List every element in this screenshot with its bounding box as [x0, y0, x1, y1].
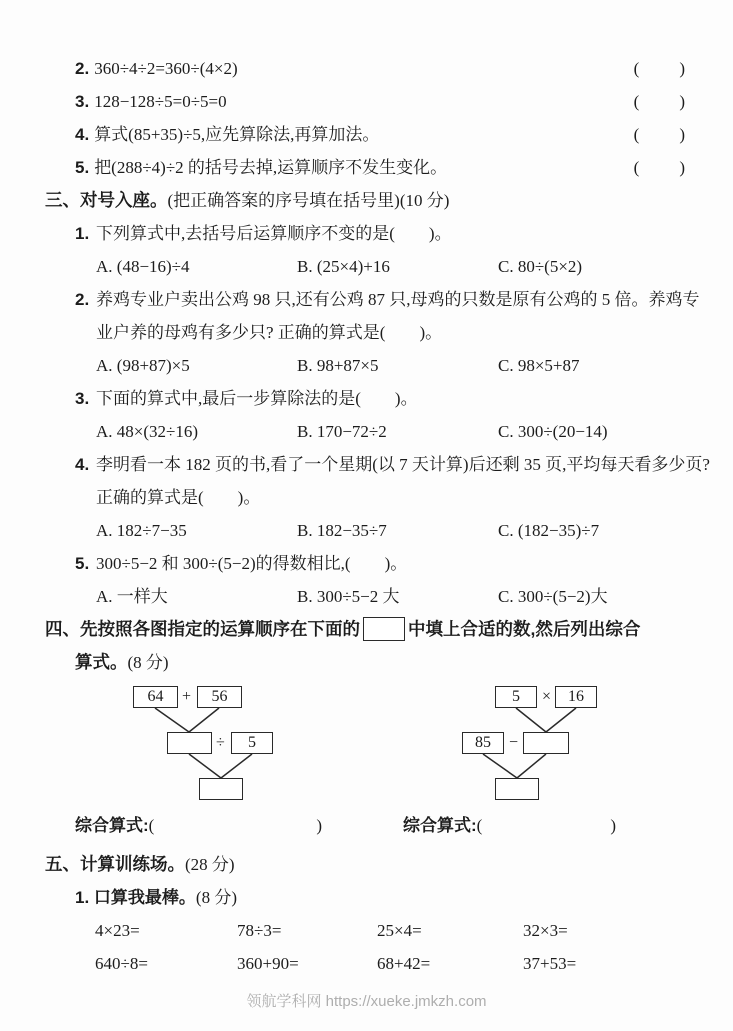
- options-row: [75, 580, 712, 613]
- formula-label: 综合算式:: [403, 816, 477, 835]
- close-paren: ): [610, 816, 617, 835]
- question-text: 下面的算式中,最后一步算除法的是( )。: [96, 389, 418, 408]
- options-row: [75, 415, 712, 448]
- option-a: A. 一样大: [96, 587, 168, 606]
- option-c: C. 300÷(20−14): [498, 422, 608, 441]
- question: [75, 448, 712, 514]
- section-title-part3: 算式。: [75, 652, 128, 672]
- subsection-title: 1. 口算我最棒。: [75, 888, 196, 907]
- oral-calc-row: [95, 914, 733, 947]
- option-a: A. 182÷7−35: [96, 521, 187, 540]
- question-number: 3.: [75, 389, 90, 408]
- judge-item: [0, 118, 733, 151]
- section-title-part2: 中填上合适的数,然后列出综合: [408, 619, 641, 639]
- section-heading: [0, 184, 733, 217]
- minus-operator: −: [509, 734, 519, 751]
- item-text: 把(288÷4)÷2 的括号去掉,运算顺序不发生变化。: [94, 158, 448, 177]
- subsection-score: (8 分): [195, 888, 237, 907]
- question: [75, 217, 712, 250]
- section-heading: [0, 613, 733, 646]
- question: [75, 547, 712, 580]
- fill-section: [0, 613, 733, 842]
- option-c: C. 80÷(5×2): [498, 257, 583, 276]
- calc-expression: 68+42=: [377, 954, 431, 973]
- calc-expression: 25×4=: [377, 921, 422, 940]
- diagram-empty-box: [523, 732, 569, 754]
- option-a: A. (98+87)×5: [96, 356, 190, 375]
- diagram-value-box: 85: [462, 732, 504, 754]
- option-b: B. 98+87×5: [297, 356, 379, 375]
- question-text: 300÷5−2 和 300÷(5−2)的得数相比,( )。: [96, 554, 408, 573]
- options-row: [75, 349, 712, 382]
- fill-diagrams: [0, 680, 733, 808]
- section-score: (8 分): [127, 653, 169, 672]
- question-text: 下列算式中,去括号后运算顺序不变的是( )。: [96, 224, 452, 243]
- section-heading-line2: [0, 646, 733, 679]
- option-a: A. 48×(32÷16): [96, 422, 199, 441]
- diagram-empty-box: [495, 778, 539, 800]
- item-text: 360÷4÷2=360÷(4×2): [94, 59, 238, 78]
- question-text: 李明看一本 182 页的书,看了一个星期(以 7 天计算)后还剩 35 页,平均每天看多少页? 正确的算式是( )。: [96, 455, 710, 507]
- section-instruction: (把正确答案的序号填在括号里): [167, 191, 400, 210]
- option-b: B. (25×4)+16: [297, 257, 390, 276]
- question-number: 2.: [75, 290, 90, 309]
- calc-expression: 32×3=: [523, 921, 568, 940]
- subsection-heading: [0, 881, 733, 914]
- section-score: (28 分): [185, 855, 235, 874]
- choice-section: [0, 184, 733, 613]
- calc-expression: 4×23=: [95, 921, 140, 940]
- answer-parentheses: ( ): [633, 125, 687, 144]
- item-number: 2.: [75, 59, 90, 78]
- section-score: (10 分): [399, 191, 450, 210]
- answer-parentheses: ( ): [633, 158, 687, 177]
- section-heading: [0, 848, 733, 881]
- item-text: 128−128÷5=0÷5=0: [94, 92, 227, 111]
- divide-operator: ÷: [216, 734, 225, 751]
- comprehensive-formula-row: [0, 810, 733, 842]
- question: [75, 283, 712, 349]
- option-c: C. 98×5+87: [498, 356, 580, 375]
- formula-answer-right: [403, 810, 616, 842]
- options-row: [75, 514, 712, 547]
- oral-calc-row: [95, 947, 733, 980]
- calc-section: [0, 848, 733, 980]
- item-text: 算式(85+35)÷5,应先算除法,再算加法。: [94, 125, 380, 144]
- multiply-operator: ×: [542, 688, 552, 705]
- diagram-empty-box: [199, 778, 243, 800]
- diagram-empty-box: [167, 732, 212, 754]
- option-a: A. (48−16)÷4: [96, 257, 190, 276]
- options-row: [75, 250, 712, 283]
- choice-questions: [75, 217, 712, 613]
- diagram-value-box: 16: [555, 686, 597, 708]
- answer-parentheses: ( ): [633, 92, 687, 111]
- question: [75, 382, 712, 415]
- calc-expression: 640÷8=: [95, 954, 148, 973]
- judge-item: [0, 151, 733, 184]
- plus-operator: +: [182, 688, 192, 705]
- section-title-part1: 四、先按照各图指定的运算顺序在下面的: [45, 619, 360, 639]
- judge-section: [0, 0, 733, 184]
- question-number: 1.: [75, 224, 90, 243]
- option-b: B. 170−72÷2: [297, 422, 387, 441]
- calc-expression: 78÷3=: [237, 921, 282, 940]
- section-title: 五、计算训练场。: [45, 854, 185, 874]
- close-paren: ): [316, 816, 323, 835]
- open-paren: (: [148, 816, 155, 835]
- diagram-value-box: 64: [133, 686, 178, 708]
- option-c: C. (182−35)÷7: [498, 521, 600, 540]
- item-number: 4.: [75, 125, 90, 144]
- calc-expression: 360+90=: [237, 954, 299, 973]
- item-number: 5.: [75, 158, 90, 177]
- inline-blank-box: [363, 617, 405, 641]
- answer-parentheses: ( ): [633, 59, 687, 78]
- question-text: 养鸡专业户卖出公鸡 98 只,还有公鸡 87 只,母鸡的只数是原有公鸡的 5 倍。养鸡专业户养的母鸡有多少只? 正确的算式是( )。: [96, 290, 700, 342]
- calc-expression: 37+53=: [523, 954, 577, 973]
- judge-item: [0, 85, 733, 118]
- diagram-value-box: 5: [231, 732, 273, 754]
- formula-label: 综合算式:: [75, 816, 149, 835]
- open-paren: (: [476, 816, 483, 835]
- diagram-value-box: 5: [495, 686, 537, 708]
- section-title: 三、对号入座。: [45, 190, 168, 210]
- diagram-value-box: 56: [197, 686, 242, 708]
- option-b: B. 182−35÷7: [297, 521, 387, 540]
- watermark-footer: 领航学科网 https://xueke.jmkzh.com: [246, 993, 487, 1010]
- option-b: B. 300÷5−2 大: [297, 587, 400, 606]
- option-c: C. 300÷(5−2)大: [498, 587, 608, 606]
- formula-answer-left: [75, 810, 322, 842]
- question-number: 4.: [75, 455, 90, 474]
- judge-item: [0, 52, 733, 85]
- item-number: 3.: [75, 92, 90, 111]
- diagram-right: [455, 680, 655, 808]
- diagram-left: [100, 680, 300, 808]
- question-number: 5.: [75, 554, 90, 573]
